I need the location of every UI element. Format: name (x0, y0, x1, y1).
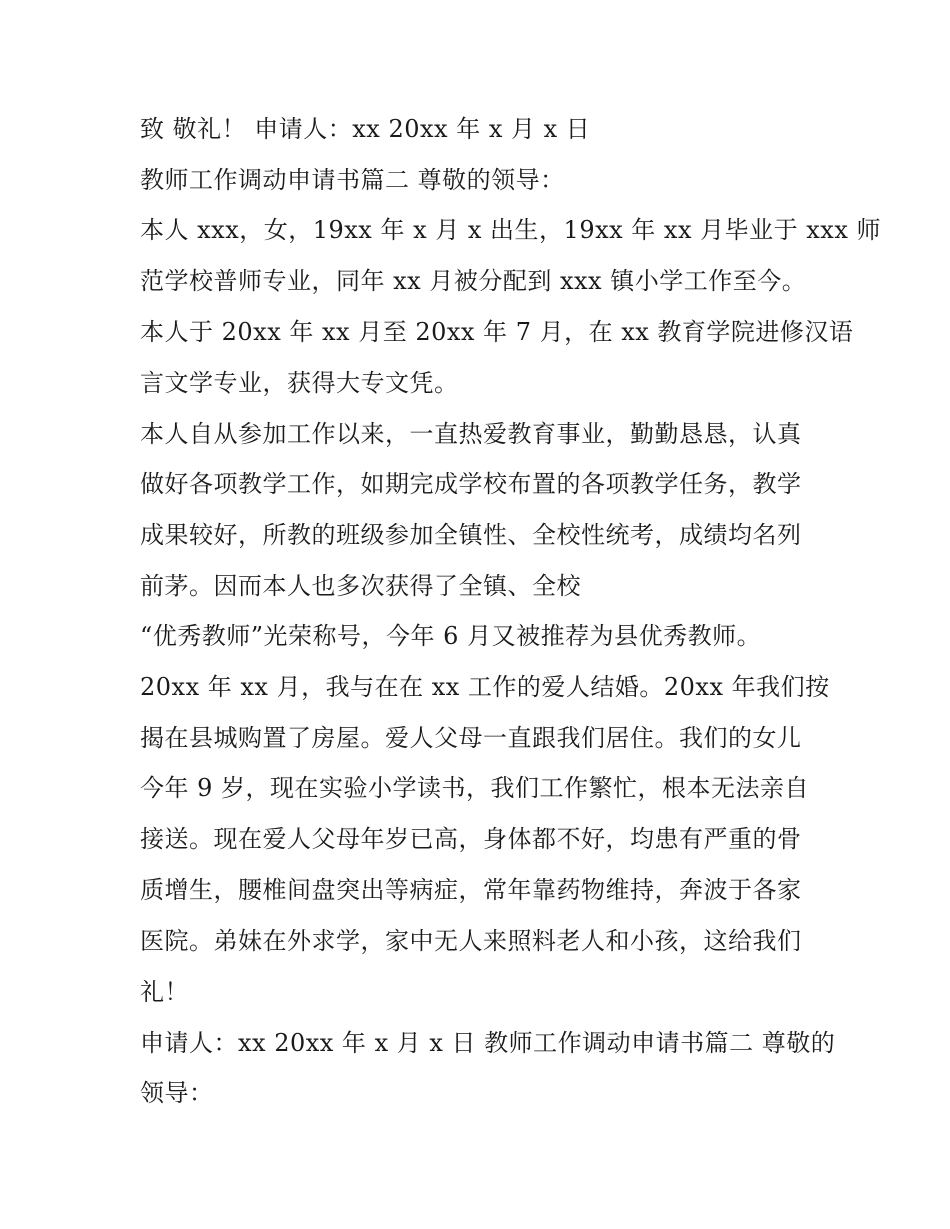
text-line: 接送。现在爱人父母年岁已高，身体都不好，均患有严重的骨 (140, 825, 802, 853)
text-line: 医院。弟妹在外求学，家中无人来照料老人和小孩，这给我们 (140, 927, 802, 955)
text-line: 本人 xxx，女，19xx 年 x 月 x 出生，19xx 年 xx 月毕业于 xxx 师 (140, 216, 881, 244)
text-line: 申请人：xx 20xx 年 x 月 x 日 教师工作调动申请书篇二 尊敬的 (140, 1029, 836, 1057)
text-line: 做好各项教学工作，如期完成学校布置的各项教学任务，教学 (140, 470, 802, 498)
text-line: 质增生，腰椎间盘突出等病症，常年靠药物维持，奔波于各家 (140, 876, 802, 904)
text-line: 范学校普师专业，同年 xx 月被分配到 xxx 镇小学工作至今。 (140, 267, 807, 295)
text-line: 成果较好，所教的班级参加全镇性、全校性统考，成绩均名列 (140, 521, 802, 549)
text-line: 20xx 年 xx 月，我与在在 xx 工作的爱人结婚。20xx 年我们按 (140, 673, 830, 701)
text-line: 致 敬礼！ 申请人：xx 20xx 年 x 月 x 日 (140, 115, 591, 143)
text-line: “优秀教师”光荣称号，今年 6 月又被推荐为县优秀教师。 (140, 622, 762, 650)
text-line: 本人于 20xx 年 xx 月至 20xx 年 7 月，在 xx 教育学院进修汉语 (140, 318, 854, 346)
text-line: 前茅。因而本人也多次获得了全镇、全校 (140, 572, 581, 600)
text-line: 教师工作调动申请书篇二 尊敬的领导： (140, 166, 565, 194)
text-line: 领导： (140, 1079, 214, 1107)
text-line: 揭在县城购置了房屋。爱人父母一直跟我们居住。我们的女儿 (140, 724, 802, 752)
text-line: 礼！ (140, 978, 189, 1006)
text-line: 言文学专业，获得大专文凭。 (140, 369, 459, 397)
text-line: 本人自从参加工作以来，一直热爱教育事业，勤勤恳恳，认真 (140, 420, 802, 448)
text-line: 今年 9 岁，现在实验小学读书，我们工作繁忙，根本无法亲自 (140, 774, 810, 802)
